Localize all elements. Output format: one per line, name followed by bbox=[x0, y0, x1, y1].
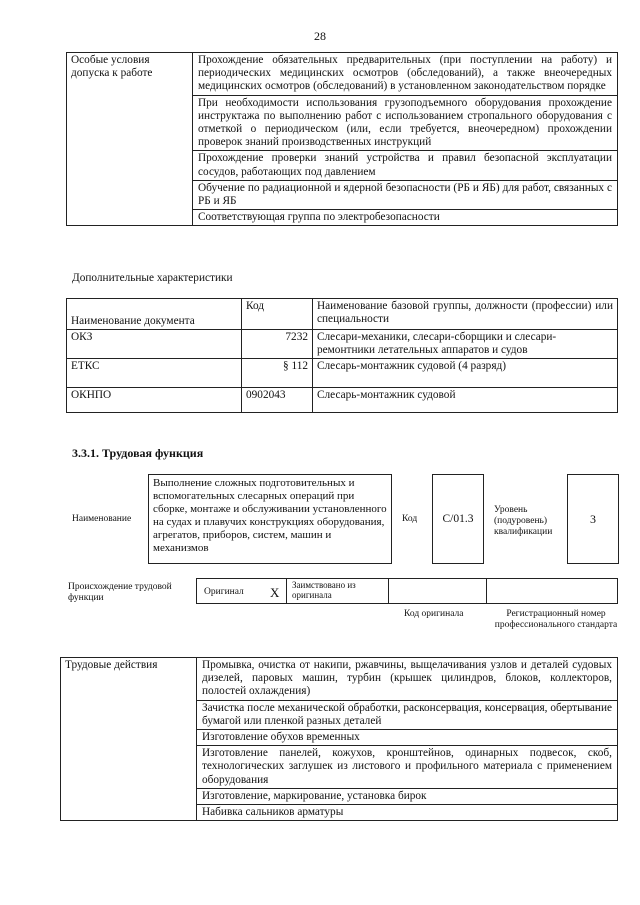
condition-item: Соответствующая группа по электробезопасности bbox=[198, 211, 440, 224]
function-name: Выполнение сложных подготовительных и вспомогательных слесарных операций при сборке, монтаже и обслуживании установленного на судах и плавучих конструкциях оборудования, агрегатов, приборов, систем, машин и механизмов bbox=[148, 474, 392, 564]
action-item: Изготовление панелей, кожухов, кронштейнов, одинарных подвесок, скоб, технологических заглушек из листового и профильного материала с применением оборудования bbox=[197, 746, 617, 789]
original-label: Оригинал bbox=[204, 587, 244, 597]
additional-title: Дополнительные характеристики bbox=[72, 272, 233, 284]
action-item: Изготовление, маркирование, установка бирок bbox=[197, 789, 617, 805]
table-row: ОКЗ 7232 Слесари-механики, слесари-сборщики и слесари-ремонтники летательных аппаратов и судов bbox=[67, 330, 618, 359]
function-code: C/01.3 bbox=[432, 474, 484, 564]
code-caption: Код оригинала bbox=[404, 609, 464, 619]
divider bbox=[388, 578, 389, 604]
special-conditions-table bbox=[66, 52, 618, 226]
function-level: 3 bbox=[567, 474, 619, 564]
borrowed-label: Заимствовано из оригинала bbox=[292, 580, 356, 600]
condition-item: При необходимости использования грузоподъемного оборудования прохождение инструктажа по выполнению работ с использованием стропального оборудования с отметкой о периодическом (или, если требуется, внеочередном) прохождении проверок знаний производственных инструкций bbox=[193, 96, 617, 152]
action-item: Изготовление обухов временных bbox=[197, 730, 617, 746]
divider bbox=[486, 578, 487, 604]
labor-actions-table bbox=[60, 657, 618, 821]
level-label: Уровень (подуровень) квалификации bbox=[494, 505, 553, 537]
condition-item: Обучение по радиационной и ядерной безопасности (РБ и ЯБ) для работ, связанных с РБ и ЯБ bbox=[193, 181, 617, 210]
action-item: Зачистка после механической обработки, расконсервация, консервация, обертывание бумагой или пленкой разных деталей bbox=[197, 701, 617, 730]
col-header-name: Наименование базовой группы, должности (профессии) или специальности bbox=[313, 299, 618, 330]
col-header-code: Код bbox=[242, 299, 313, 330]
origin-label: Происхождение трудовой функции bbox=[68, 582, 172, 603]
table-row: ЕТКС § 112 Слесарь-монтажник судовой (4 разряд) bbox=[67, 359, 618, 388]
classifier-table bbox=[66, 298, 618, 413]
original-mark: X bbox=[270, 585, 280, 600]
origin-row bbox=[196, 578, 618, 604]
condition-item: Прохождение проверки знаний устройства и правил безопасной эксплуатации сосудов, работающих под давлением bbox=[193, 151, 617, 180]
code-label: Код bbox=[402, 514, 418, 524]
special-conditions-label: Особые условия допуска к работе bbox=[67, 53, 193, 226]
col-header-doc: Наименование документа bbox=[67, 299, 242, 330]
name-label: Наименование bbox=[72, 514, 132, 524]
condition-item: Прохождение обязательных предварительных (при поступлении на работу) и периодических медицинских осмотров (обследований), а также внеочередных медицинских осмотров (обследований) в установленном законодательством порядке bbox=[193, 53, 617, 96]
divider bbox=[286, 578, 287, 604]
actions-label: Трудовые действия bbox=[61, 658, 197, 821]
section-title: 3.3.1. Трудовая функция bbox=[72, 446, 204, 460]
table-row: ОКНПО 0902043 Слесарь-монтажник судовой bbox=[67, 388, 618, 413]
page-number: 28 bbox=[314, 29, 326, 43]
reg-caption: Регистрационный номер профессионального стандарта bbox=[494, 609, 618, 630]
action-item: Промывка, очистка от накипи, ржавчины, выщелачивания узлов и деталей судовых дизелей, паровых машин, турбин (крышек цилиндров, блоков, коллекторов, полостей охлаждения) bbox=[197, 658, 617, 701]
action-item: Набивка сальников арматуры bbox=[202, 806, 344, 819]
